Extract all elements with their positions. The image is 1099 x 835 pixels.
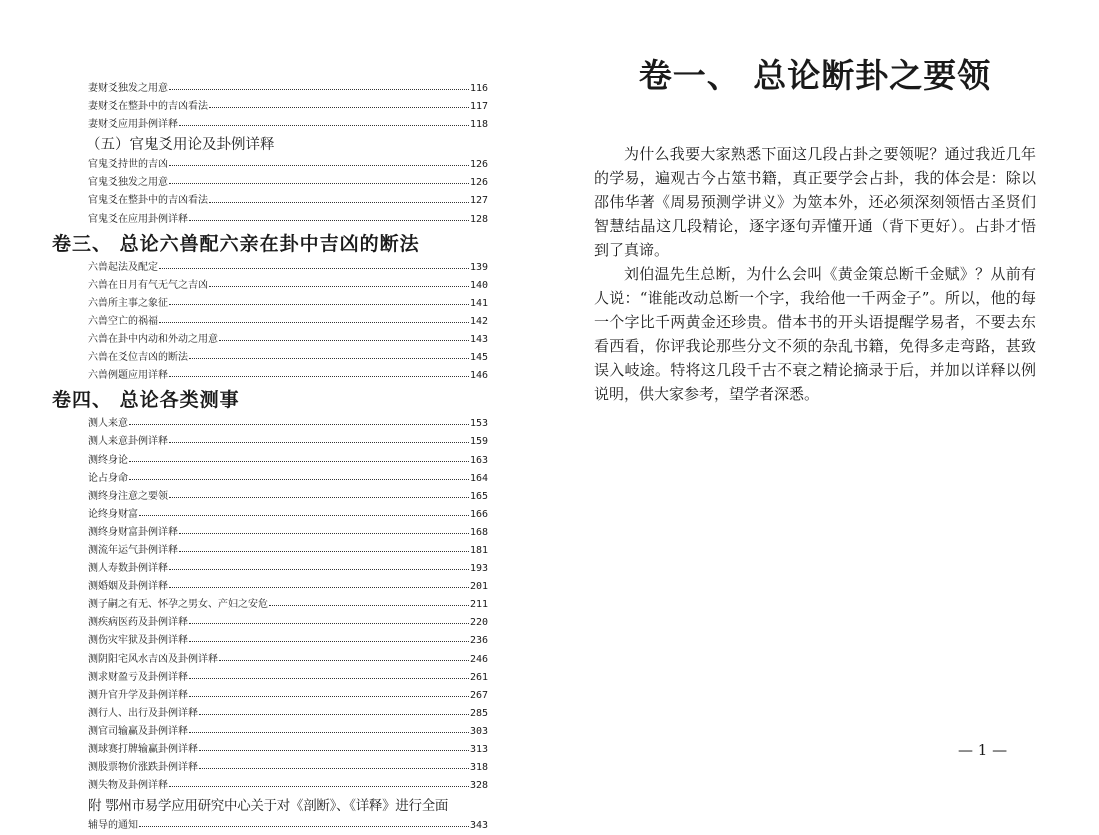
toc-row xyxy=(52,259,488,277)
toc-row xyxy=(52,741,488,759)
toc-leader-dots xyxy=(219,339,469,341)
toc-row xyxy=(52,488,488,506)
toc-entry-title: 六兽空亡的祸福 xyxy=(88,315,158,327)
toc-entry-title: 妻财爻在整卦中的吉凶看法 xyxy=(88,101,208,113)
toc-entry-title: 测行人、出行及卦例详释 xyxy=(88,707,198,719)
table-of-contents xyxy=(52,80,488,835)
toc-entry-title: 六兽起法及配定 xyxy=(88,261,158,273)
toc-entry-page: 145 xyxy=(469,352,488,364)
toc-row xyxy=(52,506,488,524)
toc-leader-dots xyxy=(179,550,469,552)
toc-row xyxy=(52,542,488,560)
toc-entry-title: 测升官升学及卦例详释 xyxy=(88,689,188,701)
toc-leader-dots xyxy=(189,640,469,642)
toc-row xyxy=(52,192,488,210)
toc-leader-dots xyxy=(139,825,469,827)
toc-entry-page: 181 xyxy=(469,544,488,556)
toc-entry-title: 六兽在卦中内动和外动之用意 xyxy=(88,334,218,346)
chapter1-title: 卷一、 总论断卦之要领 xyxy=(638,56,992,95)
toc-entry-page: 236 xyxy=(469,635,488,647)
toc-entry-title: 六兽在爻位吉凶的断法 xyxy=(88,352,188,364)
toc-entry-title: 官鬼爻在整卦中的吉凶看法 xyxy=(88,195,208,207)
toc-row xyxy=(52,415,488,433)
toc-entry-title: 六兽在日月有气无气之吉凶 xyxy=(88,279,208,291)
toc-leader-dots xyxy=(199,713,469,715)
paragraph: 刘伯温先生总断，为什么会叫《黄金策总断千金赋》？从前有人说：“谁能改动总断一个字，我给他一千两金子”。所以，他的每一个字比千两黄金还珍贵。借本书的开头语提醒学易者，不要去东看西看，你评我论那些分文不须的杂乱书籍，免得多走弯路，甚致误入岐途。特将这几段千古不衰之精论摘录于后，并加以详释以例说明，供大家参考，望学者深悉。 xyxy=(594,265,1036,403)
toc-entry-title: 妻财爻独发之用意 xyxy=(88,83,168,94)
toc-entry-page: 117 xyxy=(469,101,488,113)
toc-row xyxy=(52,156,488,174)
toc-entry-title: 测子嗣之有无、怀孕之男女、产妇之安危 xyxy=(88,599,268,611)
toc-row xyxy=(52,687,488,705)
toc-appendix-heading: 附 鄂州市易学应用研究中心关于对《剖断》、《详释》进行全面 xyxy=(88,798,449,815)
toc-leader-dots xyxy=(159,321,469,323)
toc-entry-page: 343 xyxy=(469,820,488,832)
toc-entry-page: 193 xyxy=(469,563,488,575)
toc-leader-dots xyxy=(169,441,469,443)
toc-leader-dots xyxy=(169,375,469,377)
toc-entry-page: 163 xyxy=(469,454,488,466)
toc-row xyxy=(52,651,488,669)
toc-group-officer-ghost xyxy=(52,156,488,228)
toc-row xyxy=(52,349,488,367)
toc-entry-page: 168 xyxy=(469,526,488,538)
toc-entry-page: 246 xyxy=(469,653,488,665)
toc-entry-page: 328 xyxy=(469,780,488,792)
toc-row xyxy=(52,452,488,470)
toc-row xyxy=(52,560,488,578)
toc-row xyxy=(52,759,488,777)
toc-row xyxy=(52,174,488,192)
toc-leader-dots xyxy=(209,201,469,203)
toc-leader-dots xyxy=(189,622,469,624)
toc-entry-page: 127 xyxy=(469,195,488,207)
toc-entry-title: 六兽例题应用详释 xyxy=(88,370,168,382)
toc-leader-dots xyxy=(179,124,469,126)
toc-leader-dots xyxy=(159,267,469,269)
toc-leader-dots xyxy=(169,586,469,588)
toc-row xyxy=(52,632,488,650)
toc-entry-page: 146 xyxy=(469,370,488,382)
toc-row xyxy=(52,817,488,835)
toc-leader-dots xyxy=(169,88,469,90)
toc-entry-title: 测股票物价涨跌卦例详释 xyxy=(88,762,198,774)
toc-entry-title: 测终身论 xyxy=(88,454,128,466)
toc-row xyxy=(52,669,488,687)
toc-entry-title: 官鬼爻独发之用意 xyxy=(88,177,168,189)
toc-row xyxy=(52,524,488,542)
toc-entry-page: 318 xyxy=(469,762,488,774)
toc-entry-title: 测求财盈亏及卦例详释 xyxy=(88,671,188,683)
toc-leader-dots xyxy=(199,767,469,769)
toc-entry-title: 测流年运气卦例详释 xyxy=(88,544,178,556)
toc-leader-dots xyxy=(169,164,469,166)
toc-row xyxy=(52,98,488,116)
toc-entry-page: 126 xyxy=(469,177,488,189)
toc-entry-title: 测终身注意之要领 xyxy=(88,490,168,502)
toc-entry-title: 六兽所主事之象征 xyxy=(88,297,168,309)
toc-entry-title: 论占身命 xyxy=(88,472,128,484)
toc-group-divination-topics xyxy=(52,415,488,795)
toc-entry-page: 159 xyxy=(469,436,488,448)
toc-entry-page: 139 xyxy=(469,261,488,273)
toc-entry-title: 妻财爻应用卦例详释 xyxy=(88,119,178,131)
toc-row xyxy=(52,331,488,349)
paragraph: 为什么我要大家熟悉下面这几段占卦之要领呢？通过我近几年的学易，遍观古今占筮书籍，真正要学会占卦，我的体会是：除以邵伟华著《周易预测学讲义》为筮本外，还必须深刻领悟古圣贤们智慧结晶这几段精论，逐字逐句弄懂开通（背下更好）。占卦才悟到了真谛。 xyxy=(594,145,1036,259)
toc-entry-page: 116 xyxy=(469,83,488,94)
toc-entry-page: 201 xyxy=(469,581,488,593)
toc-row xyxy=(52,614,488,632)
toc-row xyxy=(52,723,488,741)
toc-group-wife-wealth xyxy=(52,80,488,134)
page-number: — 1 — xyxy=(958,741,1008,759)
chapter1-body xyxy=(594,142,1036,406)
toc-leader-dots xyxy=(189,677,469,679)
toc-entry-title: 测人寿数卦例详释 xyxy=(88,563,168,575)
toc-leader-dots xyxy=(169,182,469,184)
toc-entry-page: 303 xyxy=(469,725,488,737)
toc-entry-page: 153 xyxy=(469,418,488,430)
toc-entry-page: 261 xyxy=(469,671,488,683)
toc-entry-page: 128 xyxy=(469,213,488,225)
toc-row xyxy=(52,277,488,295)
toc-row xyxy=(52,313,488,331)
toc-leader-dots xyxy=(129,423,469,425)
toc-leader-dots xyxy=(199,749,469,751)
toc-entry-page: 285 xyxy=(469,707,488,719)
toc-leader-dots xyxy=(169,568,469,570)
toc-entry-page: 313 xyxy=(469,744,488,755)
toc-leader-dots xyxy=(209,285,469,287)
toc-row xyxy=(52,705,488,723)
toc-entry-page: 165 xyxy=(469,490,488,502)
toc-leader-dots xyxy=(169,303,469,305)
toc-leader-dots xyxy=(129,478,469,480)
toc-chapter4-heading: 卷四、 总论各类测事 xyxy=(52,389,240,412)
toc-entry-page: 142 xyxy=(469,315,488,327)
toc-entry-title: 测官司输赢及卦例详释 xyxy=(88,725,188,737)
toc-row xyxy=(52,116,488,134)
toc-row xyxy=(52,578,488,596)
toc-entry-page: 267 xyxy=(469,689,488,701)
toc-entry-title: 测失物及卦例详释 xyxy=(88,780,168,792)
toc-entry-title: 官鬼爻在应用卦例详释 xyxy=(88,213,188,225)
toc-entry-page: 166 xyxy=(469,508,488,520)
toc-leader-dots xyxy=(129,460,469,462)
toc-entry-title: 论终身财富 xyxy=(88,508,138,520)
toc-entry-title: 测伤灾牢狱及卦例详释 xyxy=(88,635,188,647)
toc-entry-title: 测阴阳宅风水吉凶及卦例详释 xyxy=(88,653,218,665)
toc-entry-page: 211 xyxy=(469,599,488,611)
toc-leader-dots xyxy=(189,357,469,359)
toc-subheading-officer-ghost: （五）官鬼爻用论及卦例详释 xyxy=(86,137,275,154)
toc-group-six-beasts xyxy=(52,259,488,386)
toc-entry-page: 118 xyxy=(469,119,488,131)
toc-entry-title: 测婚姻及卦例详释 xyxy=(88,581,168,593)
toc-leader-dots xyxy=(189,695,469,697)
toc-row xyxy=(52,295,488,313)
toc-leader-dots xyxy=(189,731,469,733)
toc-entry-page: 140 xyxy=(469,279,488,291)
toc-leader-dots xyxy=(169,785,469,787)
toc-row xyxy=(52,211,488,229)
toc-entry-title: 测疾病医药及卦例详释 xyxy=(88,617,188,629)
toc-entry-page: 126 xyxy=(469,159,488,171)
toc-row xyxy=(52,80,488,98)
toc-row xyxy=(52,470,488,488)
toc-leader-dots xyxy=(189,219,469,221)
toc-chapter3-heading: 卷三、 总论六兽配六亲在卦中吉凶的断法 xyxy=(52,232,420,255)
toc-entry-title: 官鬼爻持世的吉凶 xyxy=(88,159,168,171)
toc-row xyxy=(52,367,488,385)
toc-entry-title: 测人来意卦例详释 xyxy=(88,436,168,448)
toc-entry-page: 143 xyxy=(469,334,488,346)
toc-leader-dots xyxy=(269,604,469,606)
toc-leader-dots xyxy=(209,106,469,108)
toc-row xyxy=(52,596,488,614)
toc-entry-title: 测终身财富卦例详释 xyxy=(88,526,178,538)
toc-entry-title: 测球赛打牌输赢卦例详释 xyxy=(88,744,198,755)
toc-entry-page: 141 xyxy=(469,297,488,309)
toc-leader-dots xyxy=(139,514,469,516)
toc-entry-page: 220 xyxy=(469,617,488,629)
toc-entry-title: 辅导的通知 xyxy=(88,820,138,832)
toc-leader-dots xyxy=(179,532,469,534)
toc-row xyxy=(52,777,488,795)
toc-row xyxy=(52,433,488,451)
toc-entry-title: 测人来意 xyxy=(88,418,128,430)
toc-leader-dots xyxy=(219,659,469,661)
toc-entry-page: 164 xyxy=(469,472,488,484)
toc-leader-dots xyxy=(169,496,469,498)
